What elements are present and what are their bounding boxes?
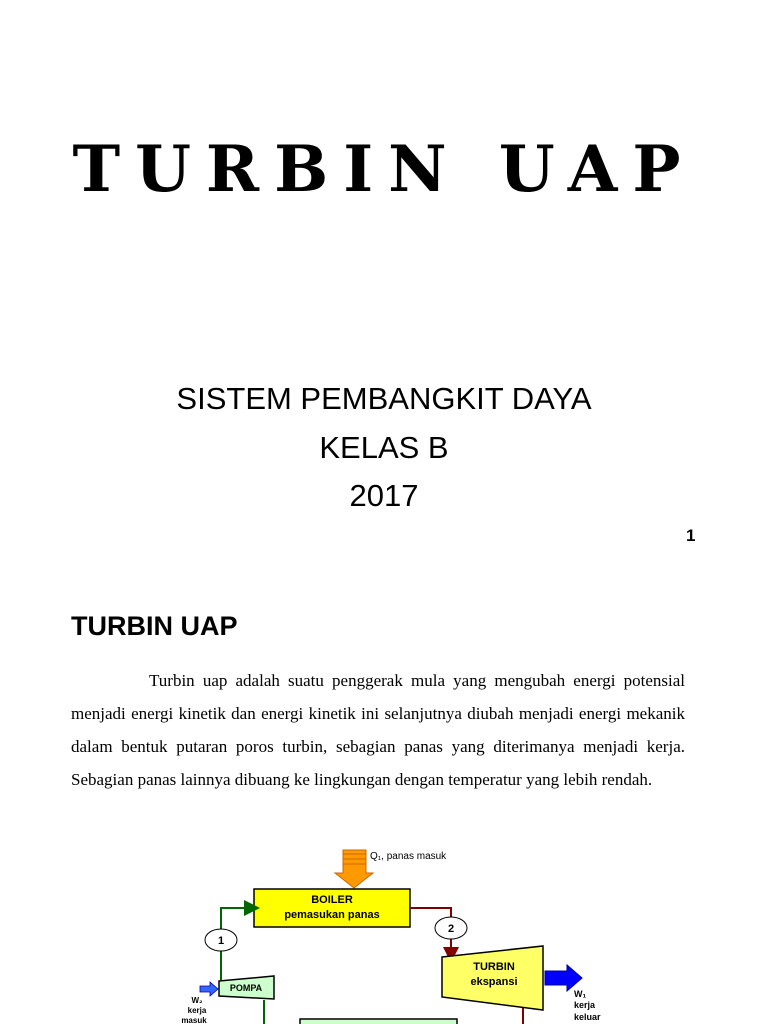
work-out-label-1: kerja	[574, 1000, 596, 1010]
body-paragraph: Turbin uap adalah suatu penggerak mula yang mengubah energi potensial menjadi energi kinetik dan energi kinetik ini selanjutnya diubah menjadi energi mekanik dalam bentuk putaran poros turbin, sebagian panas yang diterimanya menjadi kerja. Sebagian panas lainnya dibuang ke lingkungan dengan temperatur yang lebih rendah.	[71, 671, 685, 789]
heat-in-label: Q₁, panas masuk	[370, 851, 447, 862]
section-heading: TURBIN UAP	[71, 611, 238, 641]
work-out-symbol: W₁	[574, 989, 587, 999]
turbine-title: TURBIN	[473, 961, 515, 973]
heat-in-arrow	[335, 850, 373, 888]
work-in-arrow	[200, 982, 218, 996]
state-node-2-label: 2	[447, 923, 455, 935]
page-number: 1	[686, 526, 696, 545]
work-in-symbol: W₂	[191, 996, 203, 1005]
pump-label: POMPA	[229, 983, 263, 993]
work-out-arrow	[545, 965, 582, 991]
condenser-box	[300, 1019, 457, 1024]
work-in-label-1: kerja	[187, 1006, 207, 1015]
subtitle-year: 2017	[349, 478, 419, 513]
page-title: TURBIN UAP	[72, 132, 696, 207]
subtitle-class: KELAS B	[319, 430, 449, 465]
work-in-label-2: masuk	[181, 1016, 207, 1024]
boiler-subtitle: pemasukan panas	[284, 909, 380, 921]
subtitle-course: SISTEM PEMBANGKIT DAYA	[176, 381, 592, 416]
state-node-1-label: 1	[217, 935, 225, 947]
boiler-title: BOILER	[311, 894, 353, 906]
turbine-subtitle: ekspansi	[470, 976, 518, 988]
rankine-cycle-diagram	[0, 840, 768, 1024]
work-out-label-2: keluar	[574, 1012, 601, 1022]
